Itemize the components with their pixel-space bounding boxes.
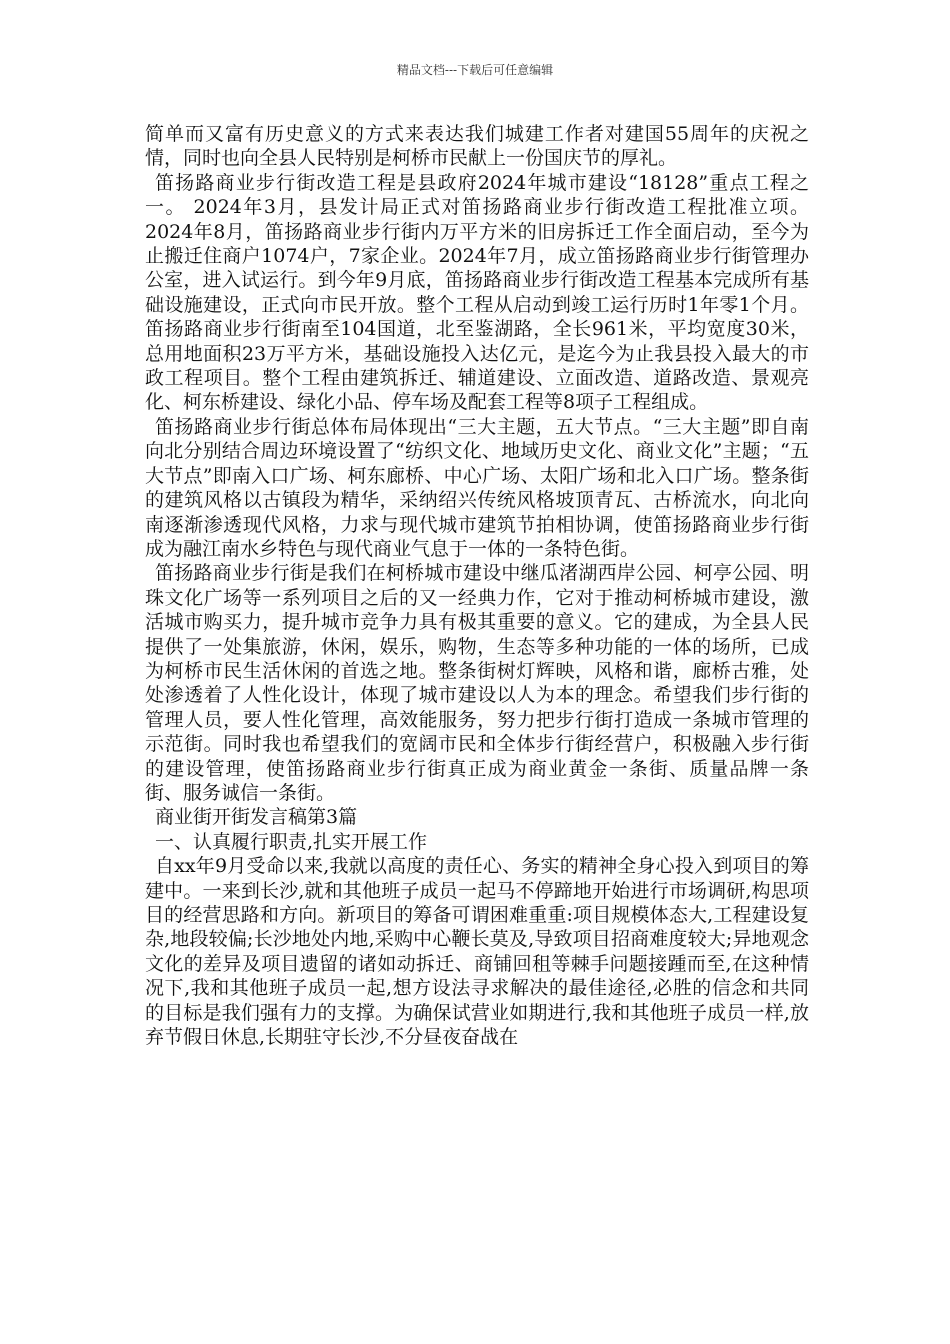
paragraph-1: 简单而又富有历史意义的方式来表达我们城建工作者对建国55周年的庆祝之情，同时也向全县人民特别是柯桥市民献上一份国庆节的厚礼。	[145, 123, 809, 170]
paragraph-4: 笛扬路商业步行街是我们在柯桥城市建设中继瓜渚湖西岸公园、柯亭公园、明珠文化广场等一系列项目之后的又一经典力作，它对于推动柯桥城市建设，激活城市购买力，提升城市竞争力具有极其重要的意义。它的建成，为全县人民提供了一处集旅游，休闲，娱乐，购物，生态等多种功能的一体的场所，已成为柯桥市民生活休闲的首选之地。整条街树灯辉映，风格和谐，廊桥古雅，处处渗透着了人性化设计，体现了城市建设以人为本的理念。希望我们步行街的管理人员，要人性化管理，高效能服务，努力把步行街打造成一条城市管理的示范街。同时我也希望我们的宽阔市民和全体步行街经营户，积极融入步行街的建设管理，使笛扬路商业步行街真正成为商业黄金一条街、质量品牌一条街、服务诚信一条街。	[145, 562, 809, 804]
page-header: 精品文档---下载后可任意编辑	[396, 63, 554, 77]
section-subheading: 一、认真履行职责,扎实开展工作	[155, 830, 428, 853]
document-body	[145, 122, 809, 1049]
paragraph-3: 笛扬路商业步行街总体布局体现出“三大主题，五大节点。“三大主题”即自南向北分别结合周边环境设置了“纺织文化、地域历史文化、商业文化”主题；“五大节点”即南入口广场、柯东廊桥、中心广场、太阳广场和北入口广场。整条街的建筑风格以古镇段为精华，采纳绍兴传统风格坡顶青瓦、古桥流水，向北向南逐渐渗透现代风格，力求与现代城市建筑节拍相协调，使笛扬路商业步行街成为融江南水乡特色与现代商业气息于一体的一条特色街。	[145, 415, 809, 560]
section-title: 商业街开街发言稿第3篇	[155, 806, 358, 829]
paragraph-5: 自xx年9月受命以来,我就以高度的责任心、务实的精神全身心投入到项目的筹建中。一来到长沙,就和其他班子成员一起马不停蹄地开始进行市场调研,构思项目的经营思路和方向。新项目的筹备可谓困难重重:项目规模体态大,工程建设复杂,地段较偏;长沙地处内地,采购中心鞭长莫及,导致项目招商难度较大;异地观念文化的差异及项目遗留的诸如动拆迁、商铺回租等棘手问题接踵而至,在这种情况下,我和其他班子成员一起,想方设法寻求解决的最佳途径,必胜的信念和共同的目标是我们强有力的支撑。为确保试营业如期进行,我和其他班子成员一样,放弃节假日休息,长期驻守长沙,不分昼夜奋战在	[145, 855, 809, 1049]
paragraph-2: 笛扬路商业步行街改造工程是县政府2024年城市建设“18128”重点工程之一。 2024年3月，县发计局正式对笛扬路商业步行街改造工程批准立项。2024年8月，笛扬路商业步行街内万平方米的旧房拆迁工作全面启动，至今为止搬迁住商户1074户，7家企业。2024年7月，成立笛扬路商业步行街管理办公室，进入试运行。到今年9月底，笛扬路商业步行街改造工程基本完成所有基础设施建设，正式向市民开放。整个工程从启动到竣工运行历时1年零1个月。笛扬路商业步行街南至104国道，北至鉴湖路，全长961米，平均宽度30米，总用地面积23万平方米，基础设施投入达亿元，是迄今为止我县投入最大的市政工程项目。整个工程由建筑拆迁、辅道建设、立面改造、道路改造、景观亮化、柯东桥建设、绿化小品、停车场及配套工程等8项子工程组成。	[145, 171, 809, 414]
